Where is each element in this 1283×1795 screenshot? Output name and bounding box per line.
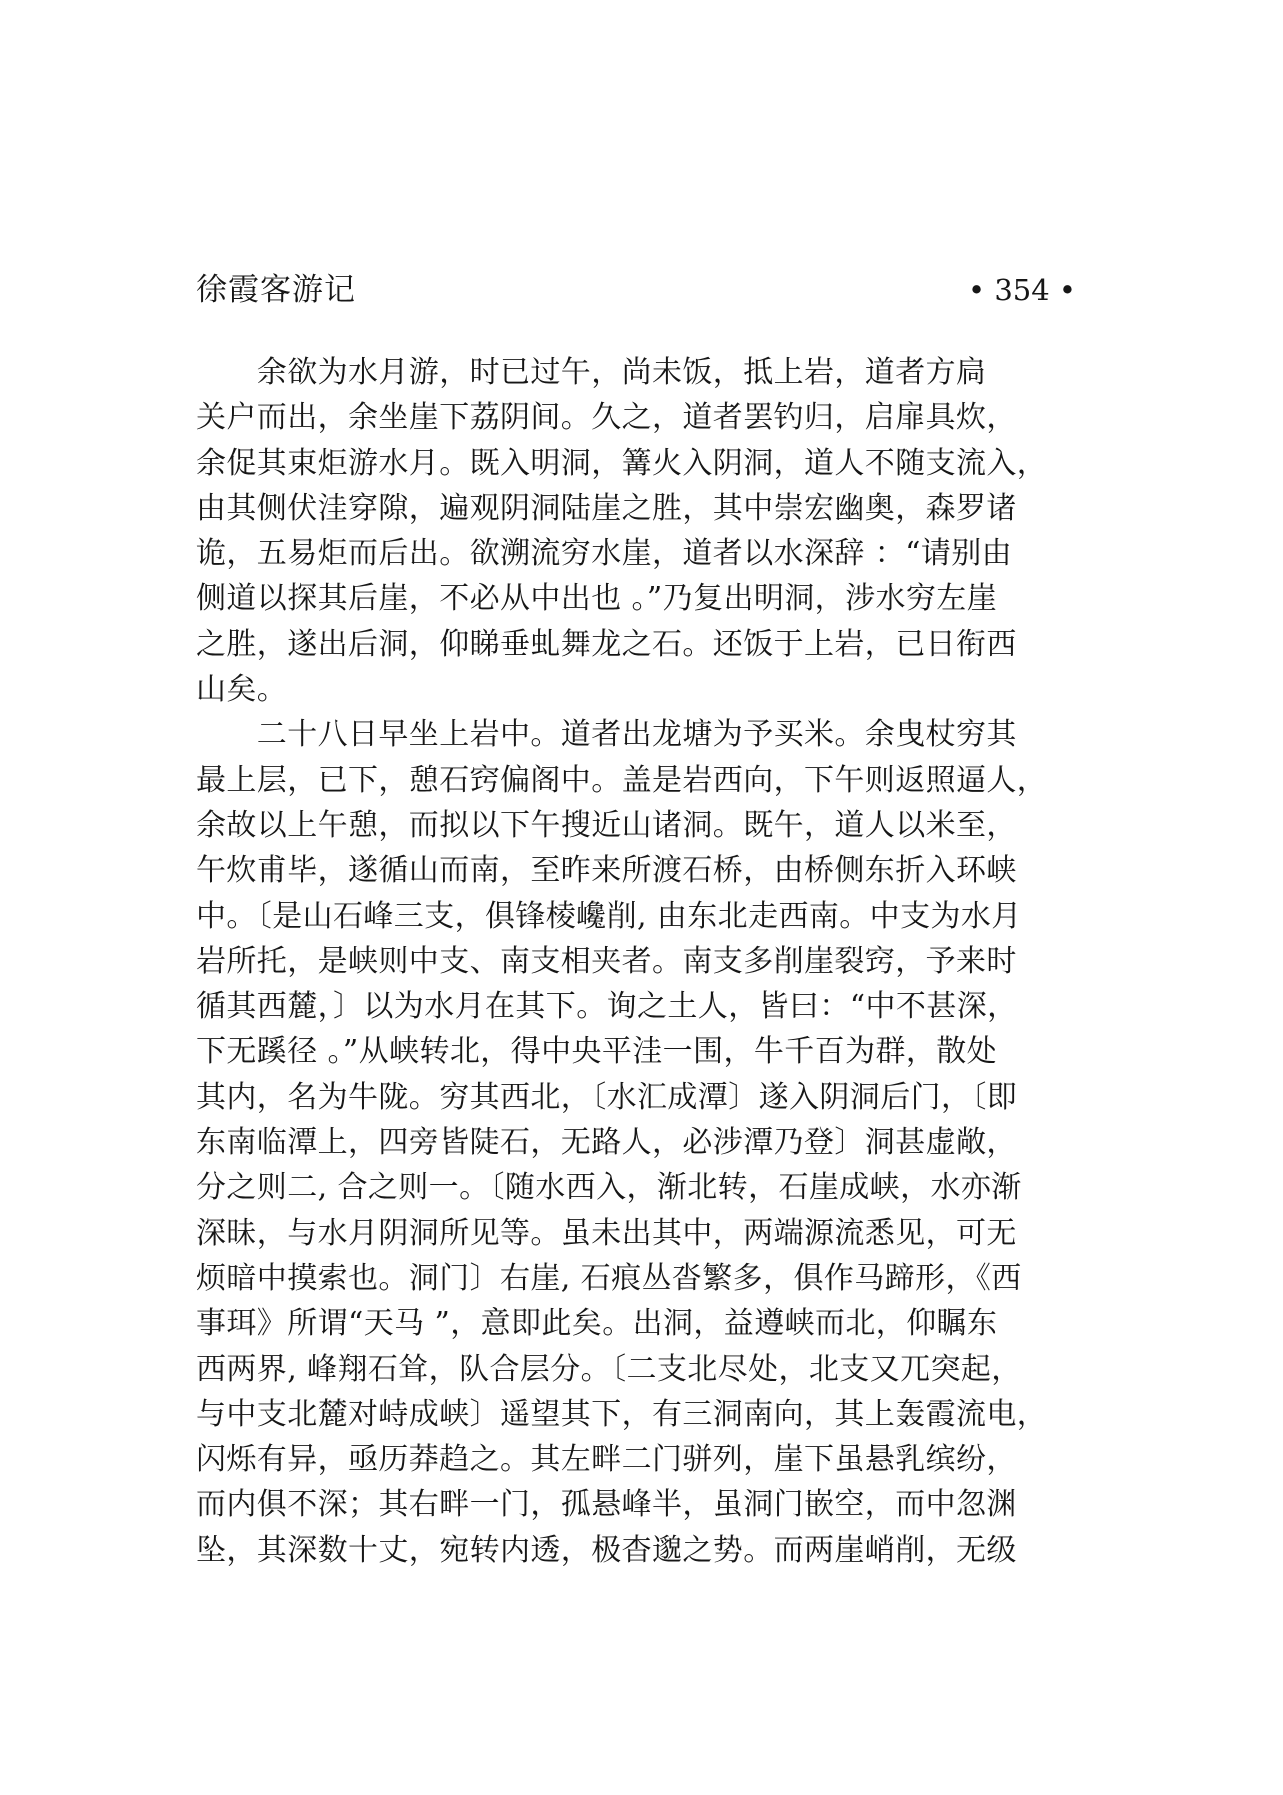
text-line: 余故以上午憩，而拟以下午搜近山诸洞。既午，道人以米至， [196, 807, 1017, 843]
text-line: 之胜，遂出后洞，仰睇垂虬舞龙之石。还饭于上岩，已日衔西 [196, 626, 1017, 662]
text-line: 与中支北麓对峙成峡〕遥望其下，有三洞南向，其上轰霞流电， [196, 1396, 1048, 1432]
text-line: 诡，五易炬而后出。欲溯流穷水崖，道者以水深辞 ：“请别由 [196, 536, 1013, 572]
text-line: 由其侧伏洼穿隙，遍观阴洞陆崖之胜，其中崇宏幽奥，森罗诸 [196, 490, 1017, 526]
text-line: 闪烁有异，亟历莽趋之。其左畔二门骈列，崖下虽悬乳缤纷， [196, 1442, 1017, 1478]
text-line: 最上层，已下，憩石窍偏阁中。盖是岩西向，下午则返照逼人， [196, 762, 1048, 798]
text-line: 余促其束炬游水月。既入明洞，篝火入阴洞，道人不随支流入， [196, 445, 1048, 481]
text-line: 而内俱不深；其右畔一门，孤悬峰半，虽洞门嵌空，而中忽渊 [196, 1487, 1017, 1523]
text-line: 坠，其深数十丈，宛转内透，极杳邈之势。而两崖峭削，无级 [196, 1532, 1017, 1568]
text-line: 烦暗中摸索也。洞门〕右崖, 石痕丛沓繁多，俱作马蹄形，《西 [196, 1260, 1022, 1296]
text-line: 中。〔是山石峰三支，俱锋棱巉削, 由东北走西南。中支为水月 [196, 898, 1022, 934]
body-text [196, 350, 1096, 1573]
text-line: 东南临潭上，四旁皆陡石，无路人，必涉潭乃登〕洞甚虚敞， [196, 1125, 1017, 1161]
text-line: 分之则二, 合之则一。〔随水西入，渐北转，石崖成峡，水亦渐 [196, 1170, 1022, 1206]
text-line: 深昧，与水月阴洞所见等。虽未出其中，两端源流悉见，可无 [196, 1215, 1017, 1251]
text-line: 循其西麓，〕以为水月在其下。询之土人，皆曰：“中不甚深， [196, 989, 1018, 1025]
page-number: • 354 • [968, 273, 1076, 307]
text-line: 西两界, 峰翔石耸，队合层分。〔二支北尽处，北支又兀突起， [196, 1351, 1022, 1387]
text-line: 事珥》所谓“天马 ”，意即此矣。出洞，益遵峡而北，仰瞩东 [196, 1306, 998, 1342]
text-line: 侧道以探其后崖，不必从中出也 。”乃复出明洞，涉水穷左崖 [196, 581, 998, 617]
text-line: 关户而出，余坐崖下荔阴间。久之，道者罢钓归，启扉具炊， [196, 400, 1017, 436]
running-header [196, 268, 1076, 312]
text-line: 余欲为水月游，时已过午，尚未饭，抵上岩，道者方扃 [196, 355, 987, 390]
book-title: 徐霞客游记 [196, 272, 356, 308]
text-line: 岩所托，是峡则中支、南支相夹者。南支多削崖裂窍，予来时 [196, 943, 1017, 979]
text-line: 山矣。 [196, 672, 288, 708]
text-line: 其内，名为牛陇。穷其西北，〔水汇成潭〕遂入阴洞后门，〔即 [196, 1079, 1018, 1115]
text-line: 午炊甫毕，遂循山而南，至昨来所渡石桥，由桥侧东折入环峡 [196, 853, 1017, 889]
text-line: 下无蹊径 。”从峡转北，得中央平洼一围，牛千百为群，散处 [196, 1034, 998, 1070]
text-line: 二十八日早坐上岩中。道者出龙塘为予买米。余曳杖穷其 [196, 717, 1017, 753]
